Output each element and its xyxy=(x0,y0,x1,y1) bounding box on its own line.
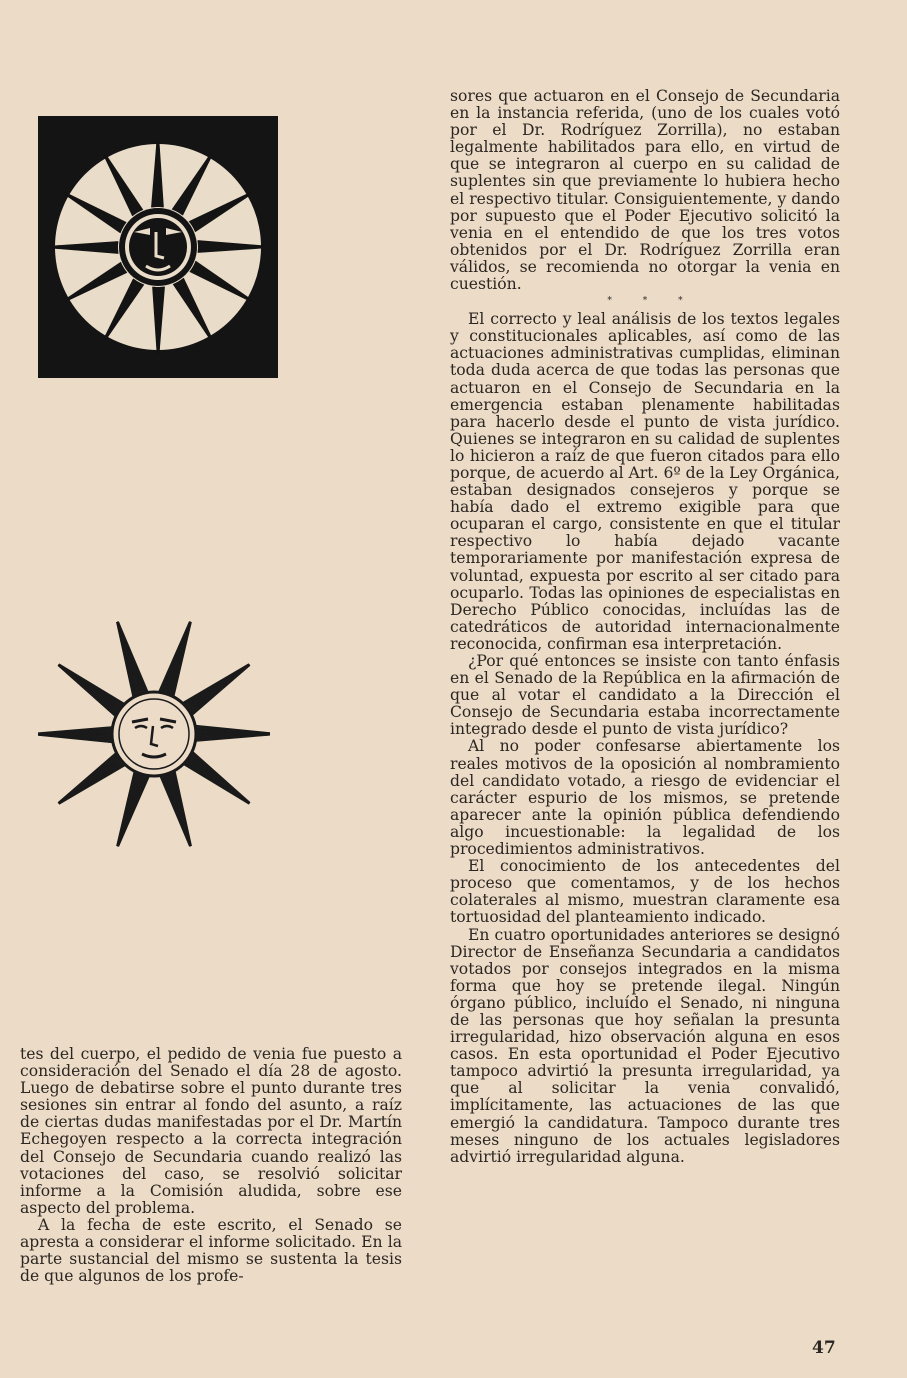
left-text-column xyxy=(20,1046,402,1285)
paragraph: sores que actuaron en el Consejo de Secundaria en la instancia referida, (uno de los cuales votó por el Dr. Rodríguez Zorrilla), no estaban legalmente habilitados para ello, en virtud de que se integraron al cuerpo en su calidad de suplentes sin que previamente lo hubiera hecho el respectivo titular. Consiguientemente, y dando por supuesto que el Poder Ejecutivo solicitó la venia en el entendido de que los tres votos obtenidos por el Dr. Rodríguez Zorrilla eran válidos, se recomienda no otorgar la venia en cuestión. xyxy=(450,87,840,294)
section-separator: * * * xyxy=(607,296,697,307)
paragraph: ¿Por qué entonces se insiste con tanto énfasis en el Senado de la República en la afirmación de que al votar el candidato a la Dirección el Consejo de Secundaria estaba incorrectamente integrado desde el punto de vista jurídico? xyxy=(450,652,840,739)
page-number: 47 xyxy=(812,1338,836,1358)
paragraph: tes del cuerpo, el pedido de venia fue puesto a consideración del Senado el día 28 de agosto. Luego de debatirse sobre el punto durante tres sesiones sin entrar al fondo del asunto, a raíz de ciertas dudas manifestadas por el Dr. Martín Echegoyen respecto a la correcta integración del Consejo de Secundaria cuando realizó las votaciones del caso, se resolvió solicitar informe a la Comisión aludida, sobre ese aspecto del problema. xyxy=(20,1045,402,1217)
paragraph: El conocimiento de los antecedentes del proceso que comentamos, y de los hechos colaterales al mismo, muestran claramente esa tortuosidad del planteamiento indicado. xyxy=(450,857,840,927)
paragraph: Al no poder confesarse abiertamente los reales motivos de la oposición al nombramiento del candidato votado, a riesgo de evidenciar el carácter espurio de los mismos, se pretende aparecer ante la opinión pública defendiendo algo incuestionable: la legalidad de los procedimientos administrativos. xyxy=(450,737,840,859)
sun-face-round-illustration xyxy=(38,618,270,850)
sun-face-square-illustration xyxy=(38,116,278,378)
paragraph: A la fecha de este escrito, el Senado se apresta a considerar el informe solicitado. En la parte sustancial del mismo se sustenta la tesis de que algunos de los profe- xyxy=(20,1215,402,1286)
right-text-column xyxy=(450,88,840,1166)
paragraph: En cuatro oportunidades anteriores se designó Director de Enseñanza Secundaria a candidatos votados por consejos integrados en la misma forma que hoy se pretende ilegal. Ningún órgano público, incluído el Senado, ni ninguna de las personas que hoy señalan la presunta irregularidad, hizo observación alguna en esos casos. En esta oportunidad el Poder Ejecutivo tampoco advirtió la presunta irregularidad, ya que al solicitar la venia convalidó, implícitamente, las actuaciones de las que emergió la candidatura. Tampoco durante tres meses ninguno de los actuales legisladores advirtió irregularidad alguna. xyxy=(450,925,840,1166)
paragraph: El correcto y leal análisis de los textos legales y constitucionales aplicables, así como de las actuaciones administrativas cumplidas, eliminan toda duda acerca de que todas las personas que actuaron en el Consejo de Secundaria en la emergencia estaban plenamente habilitadas para hacerlo desde el punto de vista jurídico. Quienes se integraron en su calidad de suplentes lo hicieron a raíz de que fueron citados para ello porque, de acuerdo al Art. 6º de la Ley Orgánica, estaban designados consejeros y porque se había dado el extremo exigible para que ocuparan el cargo, consistente en que el titular respectivo lo había dejado vacante temporariamente por manifestación expresa de voluntad, expuesta por escrito al ser citado para ocuparlo. Todas las opiniones de especialistas en Derecho Público conocidas, incluídas las de catedráticos de autoridad internacionalmente reconocida, confirman esa interpretación. xyxy=(450,310,840,653)
